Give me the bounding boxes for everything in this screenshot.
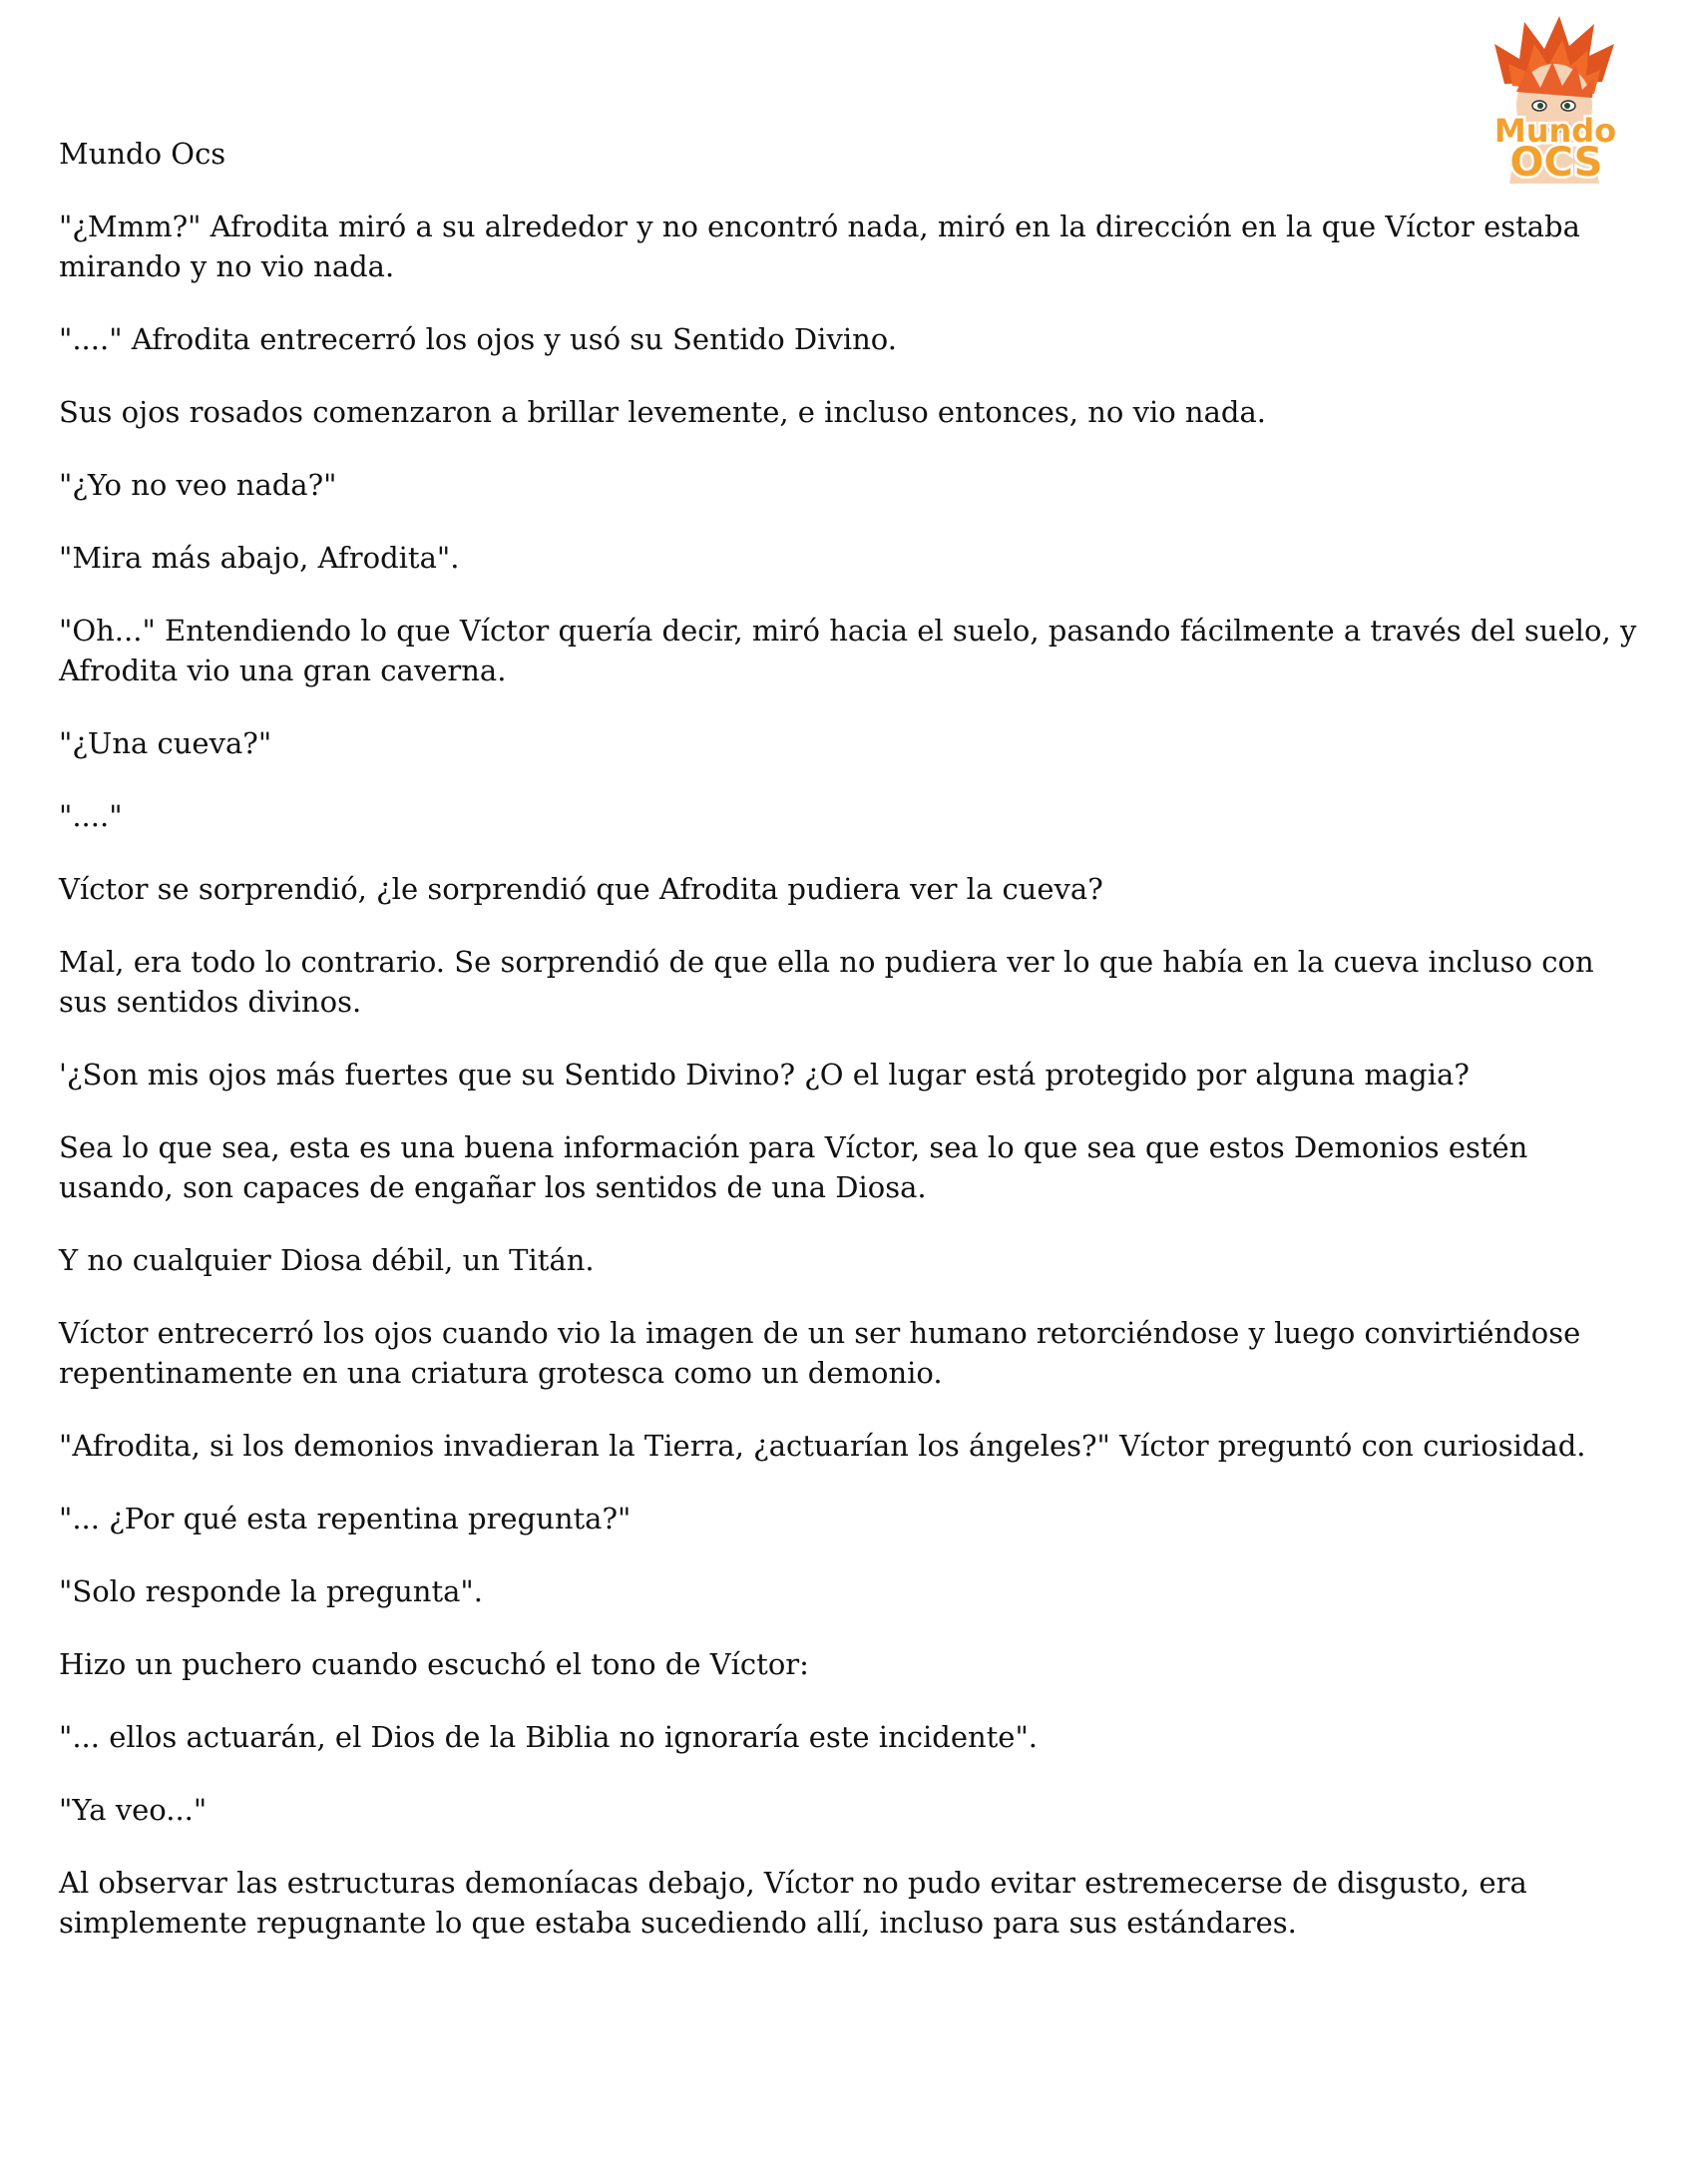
- paragraph: "... ellos actuarán, el Dios de la Biblia no ignoraría este incidente".: [59, 1720, 1039, 1754]
- paragraph: "¿Yo no veo nada?": [59, 468, 337, 502]
- paragraph: "Mira más abajo, Afrodita".: [59, 541, 460, 575]
- paragraph: Hizo un puchero cuando escuchó el tono de Víctor:: [59, 1647, 809, 1681]
- paragraph: "Oh..." Entendiendo lo que Víctor quería decir, miró hacia el suelo, pasando fácilmente a través del suelo, y Afrodita vio una gran caverna.: [59, 614, 1637, 687]
- logo-text-mundo: Mundo: [1493, 112, 1617, 150]
- paragraph: "....": [59, 799, 123, 833]
- paragraph: "...." Afrodita entrecerró los ojos y usó su Sentido Divino.: [59, 322, 897, 356]
- document-body: [59, 134, 1645, 1975]
- paragraph: Sus ojos rosados comenzaron a brillar levemente, e incluso entonces, no vio nada.: [59, 395, 1266, 429]
- paragraph: Mal, era todo lo contrario. Se sorprendió de que ella no pudiera ver lo que había en la cueva incluso con sus sentidos divinos.: [59, 945, 1594, 1019]
- paragraph: "Solo responde la pregunta".: [59, 1574, 483, 1608]
- paragraph: "... ¿Por qué esta repentina pregunta?": [59, 1502, 632, 1535]
- logo-text-ocs: OCS: [1509, 140, 1603, 184]
- document-header: Mundo Ocs: [59, 137, 226, 171]
- paragraph: "¿Mmm?" Afrodita miró a su alrededor y no encontró nada, miró en la dirección en la que Víctor estaba mirando y no vio nada.: [59, 210, 1580, 283]
- paragraph: Víctor se sorprendió, ¿le sorprendió que Afrodita pudiera ver la cueva?: [59, 872, 1103, 906]
- paragraph: "Ya veo...": [59, 1793, 208, 1827]
- paragraph: Y no cualquier Diosa débil, un Titán.: [59, 1243, 595, 1277]
- paragraph: Víctor entrecerró los ojos cuando vio la imagen de un ser humano retorciéndose y luego convirtiéndose repentinamente en una criatura grotesca como un demonio.: [59, 1316, 1581, 1390]
- paragraph: Al observar las estructuras demoníacas debajo, Víctor no pudo evitar estremecerse de disgusto, era simplemente repugnante lo que estaba sucediendo allí, incluso para sus estándares.: [59, 1866, 1527, 1940]
- paragraph: '¿Son mis ojos más fuertes que su Sentido Divino? ¿O el lugar está protegido por alguna magia?: [59, 1058, 1470, 1092]
- paragraph: "¿Una cueva?": [59, 726, 272, 760]
- paragraph: Sea lo que sea, esta es una buena información para Víctor, sea lo que sea que estos Demonios estén usando, son capaces de engañar los sentidos de una Diosa.: [59, 1130, 1528, 1204]
- paragraph: "Afrodita, si los demonios invadieran la Tierra, ¿actuarían los ángeles?" Víctor preguntó con curiosidad.: [59, 1429, 1586, 1463]
